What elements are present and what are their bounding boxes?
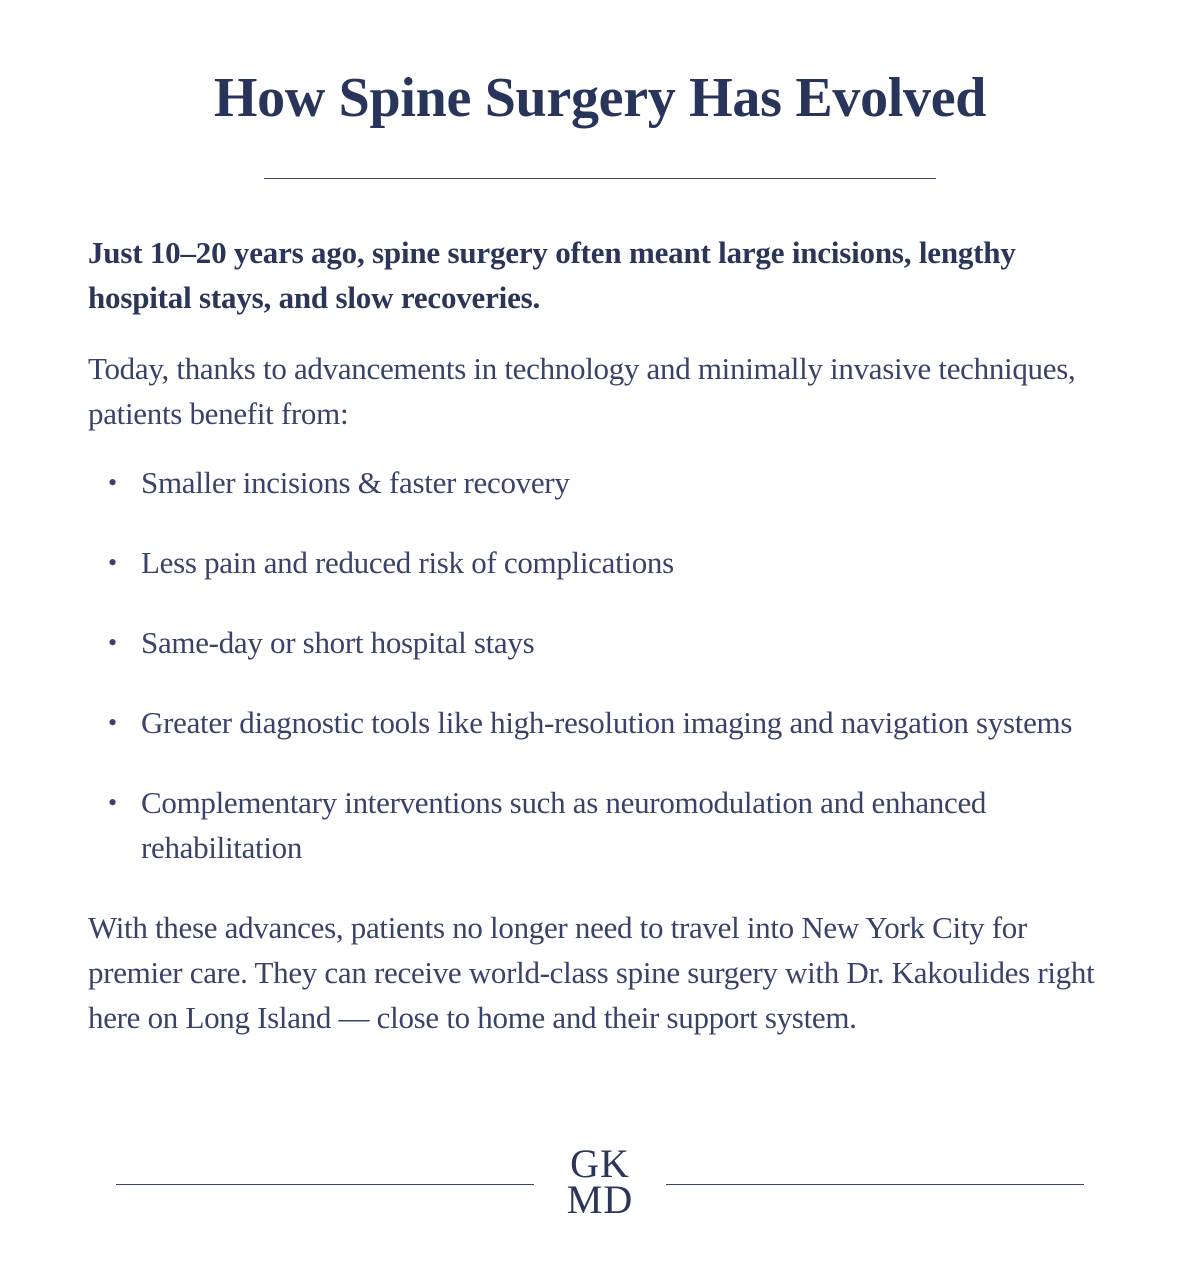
list-item [88, 540, 1124, 585]
bullet-icon: • [108, 628, 117, 657]
closing-paragraph: With these advances, patients no longer need to travel into New York City for premier care. They can receive world-class spine surgery with Dr. Kakoulides right here on Long Island — close to home and their support system. [88, 910, 1095, 1035]
list-item-text: Greater diagnostic tools like high-resolution imaging and navigation systems [141, 705, 1073, 740]
list-item-text: Complementary interventions such as neuromodulation and enhanced rehabilitation [141, 785, 987, 865]
bullet-icon: • [108, 468, 117, 497]
footer-divider-right [666, 1184, 1084, 1185]
list-item [88, 460, 1124, 505]
bullet-icon: • [108, 548, 117, 577]
title-divider [264, 178, 936, 179]
list-item [88, 620, 1124, 665]
list-item [88, 700, 1124, 745]
list-item [88, 780, 1124, 870]
list-item-text: Less pain and reduced risk of complications [141, 545, 674, 580]
intro-bold-paragraph: Just 10–20 years ago, spine surgery often meant large incisions, lengthy hospital stays, and slow recoveries. [88, 235, 1016, 315]
intro-paragraph: Today, thanks to advancements in technology and minimally invasive techniques, patients benefit from: [88, 351, 1076, 431]
logo-line-2: MD [566, 1177, 634, 1222]
gkmd-logo [550, 1141, 650, 1222]
bullet-icon: • [108, 708, 117, 737]
list-item-text: Smaller incisions & faster recovery [141, 465, 570, 500]
benefits-list [88, 460, 1124, 870]
footer-divider-left [116, 1184, 534, 1185]
logo-line-1: GK [570, 1141, 630, 1186]
list-item-text: Same-day or short hospital stays [141, 625, 535, 660]
bullet-icon: • [108, 788, 117, 817]
article-body [88, 230, 1124, 1040]
page-title: How Spine Surgery Has Evolved [213, 67, 987, 129]
